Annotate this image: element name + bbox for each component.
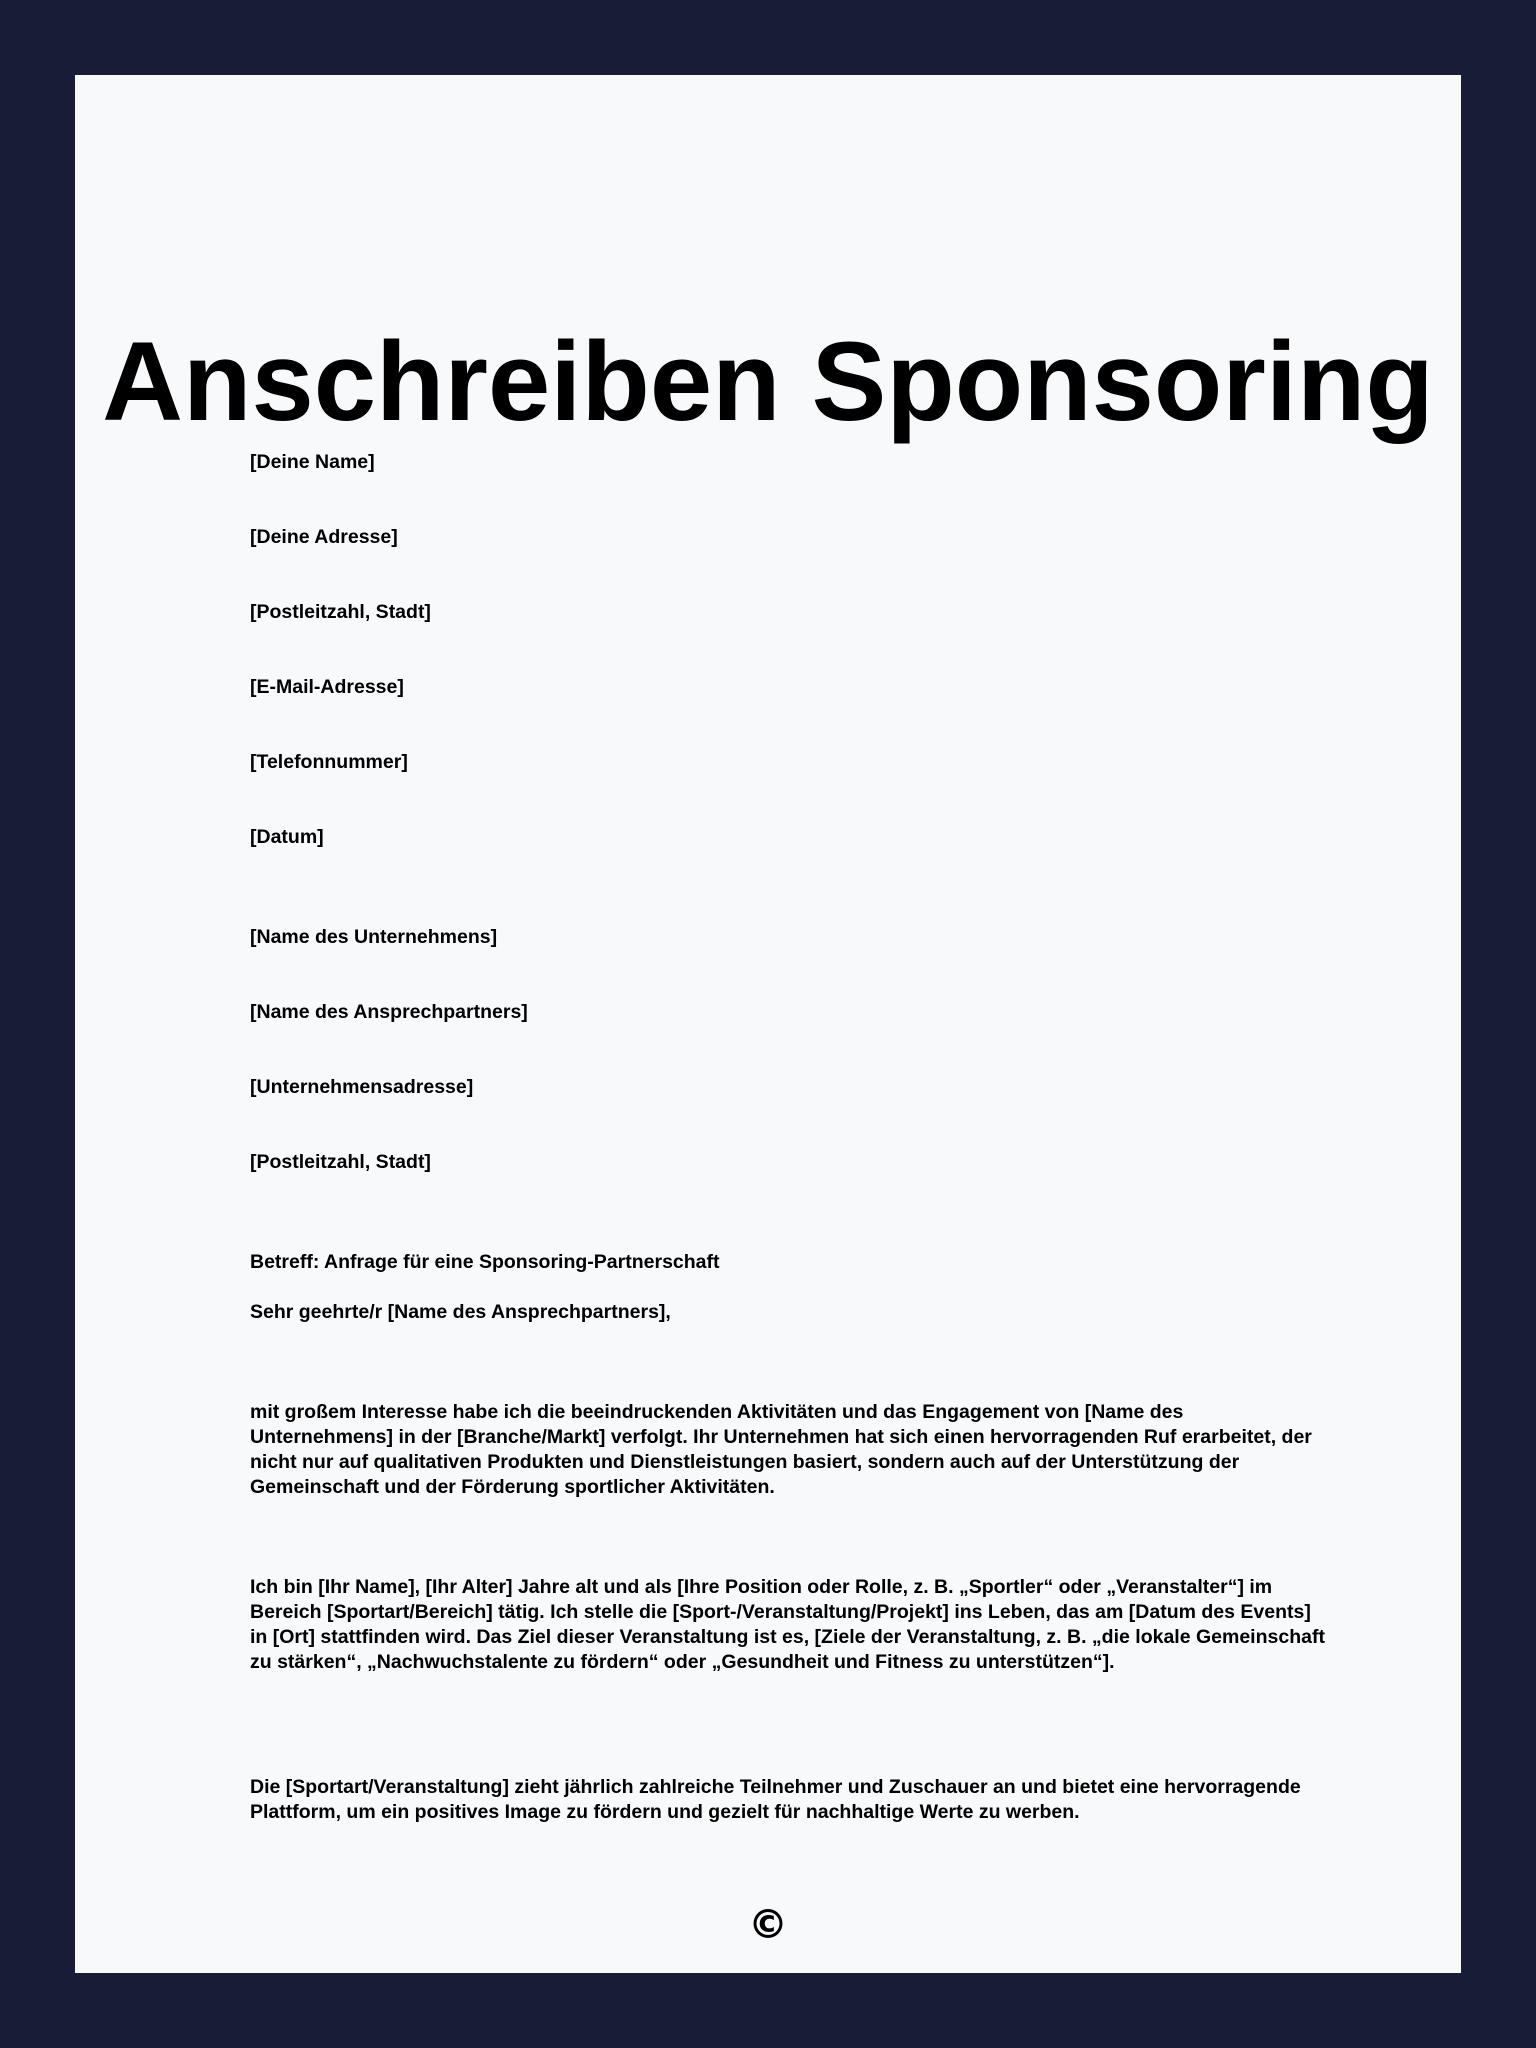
sender-address: [Deine Adresse] <box>250 526 398 548</box>
body-paragraph-3: Die [Sportart/Veranstaltung] zieht jährlich zahlreiche Teilnehmer und Zuschauer an und bietet eine hervorragende Plattform, um ein positives Image zu fördern und gezielt für nachhaltige Werte zu werben. <box>250 1776 1301 1823</box>
recipient-zip-city: [Postleitzahl, Stadt] <box>250 1151 431 1173</box>
recipient-contact: [Name des Ansprechpartners] <box>250 1001 528 1023</box>
letter-salutation: Sehr geehrte/r [Name des Ansprechpartners], <box>250 1301 671 1323</box>
recipient-address: [Unternehmensadresse] <box>250 1076 474 1098</box>
sender-email: [E-Mail-Adresse] <box>250 676 404 698</box>
letter-date: [Datum] <box>250 826 324 848</box>
sender-phone: [Telefonnummer] <box>250 751 408 773</box>
sender-zip-city: [Postleitzahl, Stadt] <box>250 601 431 623</box>
document-title: Anschreiben Sponsoring <box>102 319 1434 444</box>
letter-subject: Betreff: Anfrage für eine Sponsoring-Partnerschaft <box>250 1251 720 1273</box>
document-page <box>75 75 1461 1973</box>
body-paragraph-1: mit großem Interesse habe ich die beeindruckenden Aktivitäten und das Engagement von [Name des Unternehmens] in der [Branche/Markt] verfolgt. Ihr Unternehmen hat sich einen hervorragenden Ruf erarbeitet, der nicht nur auf qualitativen Produkten und Dienstleistungen basiert, sondern auch auf der Unterstützung der Gemeinschaft und der Förderung sportlicher Aktivitäten. <box>250 1401 1312 1498</box>
recipient-company: [Name des Unternehmens] <box>250 926 498 948</box>
body-paragraph-2: Ich bin [Ihr Name], [Ihr Alter] Jahre alt und als [Ihre Position oder Rolle, z. B. „Sportler“ oder „Veranstalter“] im Bereich [Sportart/Bereich] tätig. Ich stelle die [Sport-/Veranstaltung/Projekt] ins Leben, das am [Datum des Events] in [Ort] stattfinden wird. Das Ziel dieser Veranstaltung ist es, [Ziele der Veranstaltung, z. B. „die lokale Gemeinschaft zu stärken“, „Nachwuchstalente zu fördern“ oder „Gesundheit und Fitness zu unterstützen“]. <box>250 1576 1325 1673</box>
copyright-icon: © <box>748 1902 788 1948</box>
sender-name: [Deine Name] <box>250 451 375 473</box>
